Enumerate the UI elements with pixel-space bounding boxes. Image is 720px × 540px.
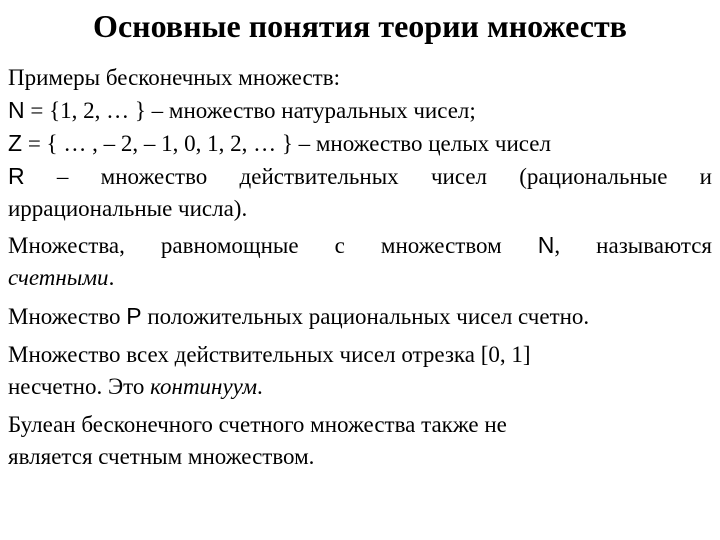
- integer-set-text: = { … , – 2, – 1, 0, 1, 2, … } – множество целых чисел: [22, 131, 551, 156]
- integer-set-symbol: Z: [8, 130, 23, 156]
- positive-rationals-text-after: положительных рациональных чисел счетно.: [141, 304, 590, 329]
- intro-text: Примеры бесконечных множеств:: [8, 65, 340, 90]
- reals-line-2: иррациональные числа).: [8, 196, 248, 221]
- real-set-text-1: – множество действительных чисел (рациональные и: [24, 164, 712, 189]
- continuum-term: континуум: [150, 374, 257, 399]
- natural-numbers-line: [8, 94, 712, 127]
- continuum-paragraph: [8, 339, 712, 403]
- countable-text-after: , называются: [554, 233, 712, 258]
- positive-rationals-paragraph: [8, 300, 712, 333]
- integers-line: [8, 127, 712, 160]
- boolean-paragraph: [8, 409, 712, 473]
- slide-title: Основные понятия теории множеств: [93, 8, 627, 44]
- continuum-text-before: несчетно. Это: [8, 374, 151, 399]
- continuum-line-1: Множество всех действительных чисел отрезка [0, 1]: [8, 342, 531, 367]
- real-set-symbol: R: [8, 163, 25, 189]
- countable-end: .: [108, 265, 115, 290]
- countable-set-symbol: N: [537, 232, 555, 258]
- boolean-line-2: является счетным множеством.: [8, 444, 315, 469]
- countable-text-before: Множества, равномощные с множеством: [8, 233, 538, 258]
- natural-set-symbol: N: [8, 97, 25, 123]
- slide-body: [8, 62, 712, 479]
- continuum-line-2: [8, 371, 712, 403]
- countable-line-1: [8, 229, 712, 262]
- continuum-end: .: [257, 374, 263, 399]
- countable-paragraph: [8, 229, 712, 294]
- natural-set-text: = {1, 2, … } – множество натуральных чисел;: [24, 98, 476, 123]
- reals-line-1: [8, 160, 712, 193]
- positive-rationals-text-before: Множество: [8, 304, 127, 329]
- countable-line-2: [8, 262, 712, 294]
- countable-term: счетными: [8, 265, 109, 290]
- positive-rationals-symbol: P: [126, 303, 142, 329]
- boolean-line-1: Булеан бесконечного счетного множества также не: [8, 412, 507, 437]
- positive-rationals-line: [8, 300, 712, 333]
- intro-paragraph: [8, 62, 712, 225]
